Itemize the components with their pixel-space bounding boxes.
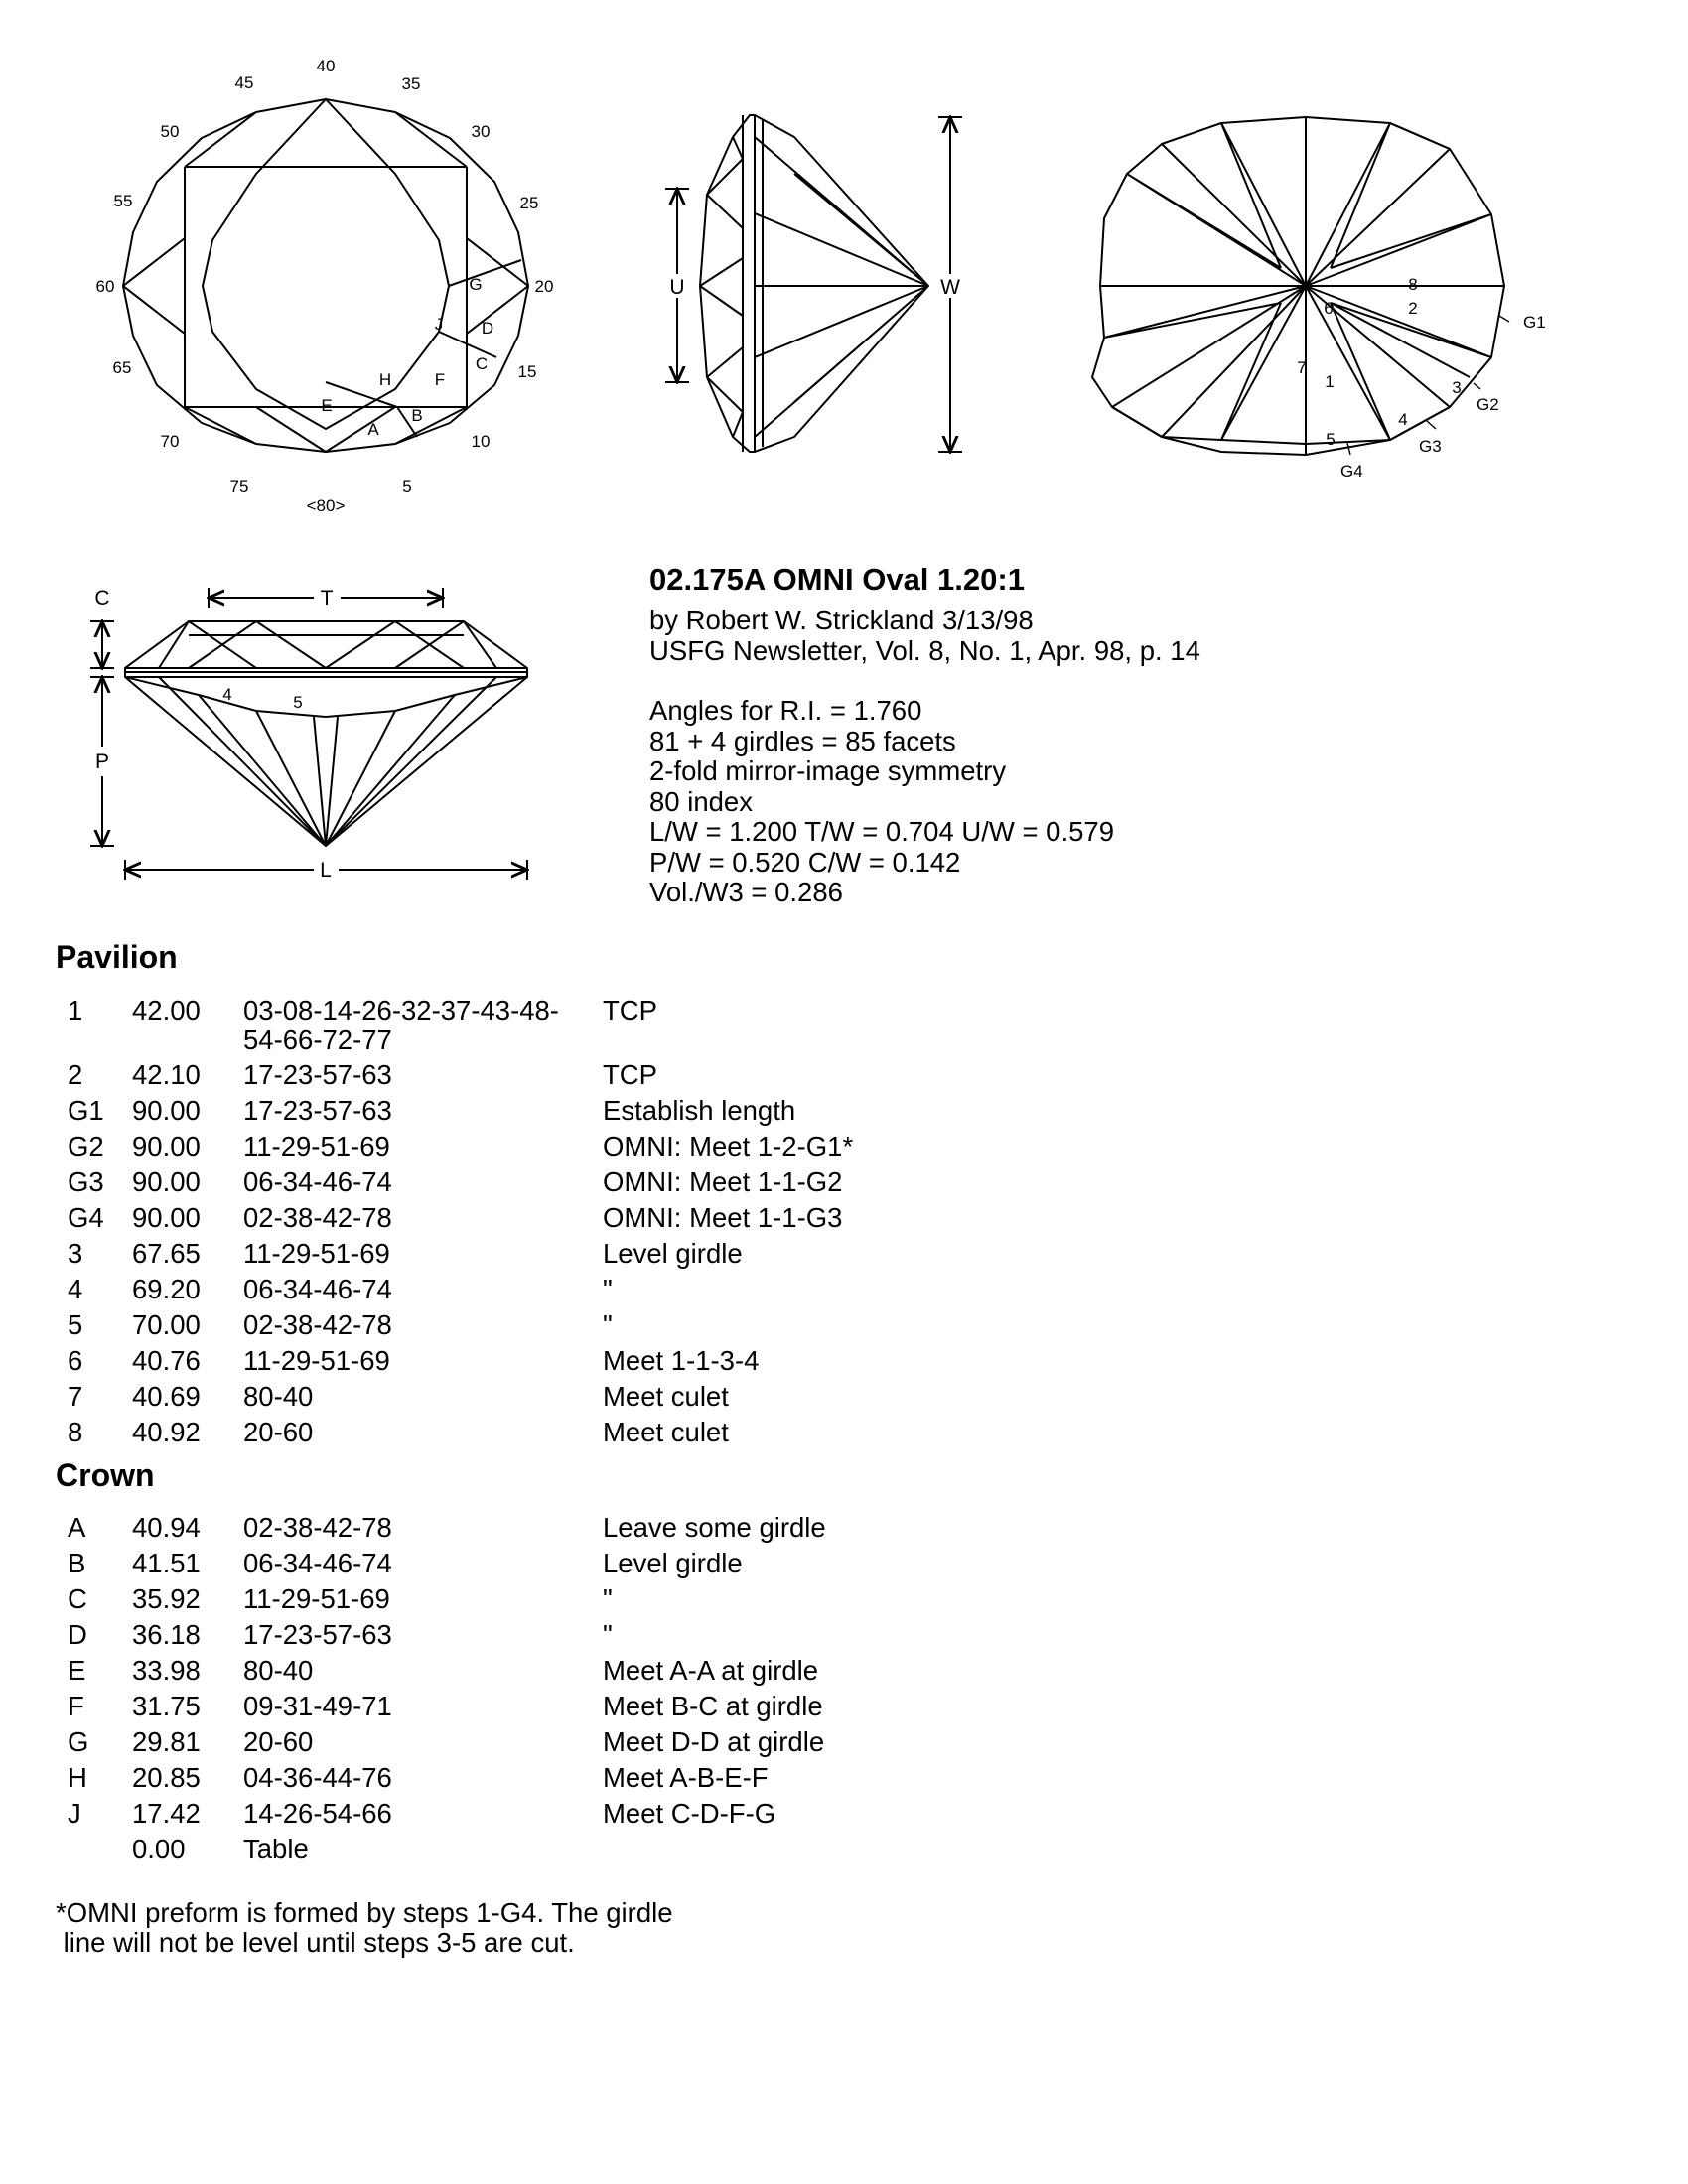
- index-cell: 02-38-42-78: [243, 1309, 392, 1340]
- angle-cell: 41.51: [132, 1548, 201, 1578]
- pavilion-view: [1092, 117, 1509, 455]
- facet-label: 1: [1325, 372, 1335, 391]
- note-cell: ": [603, 1274, 613, 1304]
- footnote-line: *OMNI preform is formed by steps 1-G4. The girdle: [56, 1897, 673, 1928]
- pavilion-table: [0, 996, 1489, 1453]
- angle-cell: 35.92: [132, 1583, 201, 1614]
- index-label: 60: [95, 277, 115, 296]
- facet-cell: H: [68, 1762, 87, 1793]
- angle-cell: 69.20: [132, 1274, 201, 1304]
- dimension-l-label: L: [320, 859, 332, 882]
- index-label: 20: [534, 277, 554, 296]
- spec-line: Vol./W3 = 0.286: [649, 877, 843, 907]
- index-label: 65: [112, 358, 132, 377]
- angle-cell: 17.42: [132, 1798, 201, 1829]
- table-row: [0, 1275, 1489, 1310]
- note-cell: ": [603, 1619, 613, 1650]
- index-cell: 04-36-44-76: [243, 1762, 392, 1793]
- spec-line: 81 + 4 girdles = 85 facets: [649, 725, 956, 756]
- facet-cell: E: [68, 1655, 86, 1686]
- index-cell: 06-34-46-74: [243, 1166, 392, 1197]
- angle-cell: 67.65: [132, 1238, 201, 1269]
- profile-girdle-lines: [125, 668, 527, 677]
- table-row: [0, 1727, 1489, 1763]
- table-row: [0, 1620, 1489, 1656]
- facet-label: 2: [1408, 299, 1418, 318]
- facet-label: 8: [1408, 275, 1418, 294]
- facet-label: 4: [1398, 410, 1408, 429]
- girdle-label: G3: [1419, 437, 1442, 456]
- angle-cell: 36.18: [132, 1619, 201, 1650]
- footnote-line: line will not be level until steps 3-5 are cut.: [56, 1927, 575, 1958]
- angle-cell: 40.94: [132, 1512, 201, 1543]
- angle-cell: 40.76: [132, 1345, 201, 1376]
- table-row: [0, 1239, 1489, 1275]
- table-row: [0, 1310, 1489, 1346]
- facet-cell: G2: [68, 1131, 104, 1161]
- angle-cell: 42.00: [132, 995, 201, 1025]
- side-outline: [700, 115, 928, 452]
- index-label: 30: [471, 122, 491, 141]
- index-cell-continued: 54-66-72-77: [243, 1024, 392, 1055]
- note-cell: TCP: [603, 995, 657, 1025]
- index-cell: 14-26-54-66: [243, 1798, 392, 1829]
- note-cell: Meet A-A at girdle: [603, 1655, 819, 1686]
- note-cell: ": [603, 1583, 613, 1614]
- dimension-t-label: T: [320, 587, 334, 610]
- note-cell: Meet A-B-E-F: [603, 1762, 769, 1793]
- side-view: [665, 115, 962, 452]
- facet-label: A: [367, 420, 379, 439]
- table-row: [0, 1549, 1489, 1584]
- crown-index-labels: [96, 57, 554, 515]
- index-label: <80>: [306, 496, 346, 515]
- angle-cell: 40.92: [132, 1417, 201, 1447]
- facet-cell: 3: [68, 1238, 83, 1269]
- design-title: 02.175A OMNI Oval 1.20:1: [649, 562, 1025, 597]
- index-cell: Table: [243, 1834, 309, 1864]
- index-cell: 17-23-57-63: [243, 1095, 392, 1126]
- spec-line: L/W = 1.200 T/W = 0.704 U/W = 0.579: [649, 816, 1114, 847]
- facet-cell: G: [68, 1726, 89, 1757]
- table-row: [0, 1132, 1489, 1167]
- facet-label: 5: [293, 693, 303, 712]
- index-label: 25: [519, 194, 539, 212]
- facet-cell: 4: [68, 1274, 83, 1304]
- index-label: 55: [113, 192, 133, 210]
- table-row: [0, 1584, 1489, 1620]
- index-label: 15: [517, 362, 537, 381]
- angle-cell: 20.85: [132, 1762, 201, 1793]
- index-cell: 03-08-14-26-32-37-43-48-: [243, 995, 559, 1025]
- spec-line: 2-fold mirror-image symmetry: [649, 755, 1007, 786]
- spec-line: Angles for R.I. = 1.760: [649, 695, 922, 726]
- note-cell: OMNI: Meet 1-1-G2: [603, 1166, 843, 1197]
- dimension-c-label: C: [94, 587, 110, 610]
- note-cell: Meet 1-1-3-4: [603, 1345, 760, 1376]
- angle-cell: 40.69: [132, 1381, 201, 1412]
- source-line: USFG Newsletter, Vol. 8, No. 1, Apr. 98, p. 14: [649, 634, 1200, 666]
- girdle-label: G2: [1477, 395, 1499, 414]
- note-cell: Meet B-C at girdle: [603, 1691, 823, 1721]
- facet-label: H: [378, 370, 392, 389]
- facet-cell: 6: [68, 1345, 83, 1376]
- facet-label: 6: [1324, 299, 1334, 318]
- profile-crown-lines: [159, 621, 496, 668]
- facet-cell: 1: [68, 995, 83, 1025]
- pavilion-inner-outline: [1112, 123, 1450, 444]
- facet-label: 4: [222, 685, 232, 704]
- note-cell: TCP: [603, 1059, 657, 1090]
- note-cell: OMNI: Meet 1-2-G1*: [603, 1131, 854, 1161]
- facet-cell: 7: [68, 1381, 83, 1412]
- facet-cell: 2: [68, 1059, 83, 1090]
- angle-cell: 90.00: [132, 1166, 201, 1197]
- profile-outline: [125, 621, 527, 846]
- angle-cell: 70.00: [132, 1309, 201, 1340]
- angle-cell: 42.10: [132, 1059, 201, 1090]
- author-line: by Robert W. Strickland 3/13/98: [649, 605, 1034, 635]
- table-row: [0, 1835, 1489, 1870]
- facet-label: 5: [1326, 430, 1336, 449]
- crown-table-edge: [203, 99, 449, 429]
- index-label: 45: [234, 73, 254, 92]
- index-cell: 20-60: [243, 1417, 314, 1447]
- table-row: [0, 1656, 1489, 1692]
- crown-facet-labels: [321, 275, 493, 439]
- angle-cell: 90.00: [132, 1131, 201, 1161]
- facet-label: J: [434, 315, 444, 334]
- index-cell: 80-40: [243, 1655, 314, 1686]
- facet-label: 3: [1452, 378, 1462, 397]
- spec-line: P/W = 0.520 C/W = 0.142: [649, 846, 961, 878]
- girdle-label: G1: [1523, 313, 1546, 332]
- index-cell: 11-29-51-69: [243, 1131, 390, 1161]
- angle-cell: 0.00: [132, 1834, 186, 1864]
- table-row: [0, 1382, 1489, 1418]
- note-cell: Meet culet: [603, 1381, 729, 1412]
- index-cell: 02-38-42-78: [243, 1512, 392, 1543]
- footnote: [56, 1898, 673, 1958]
- table-row: [0, 1060, 1489, 1096]
- facet-label: 7: [1297, 358, 1307, 377]
- facet-label: B: [411, 406, 423, 425]
- index-cell: 09-31-49-71: [243, 1691, 392, 1721]
- table-row: [0, 1418, 1489, 1453]
- table-row: [0, 1799, 1489, 1835]
- crown-heading: Crown: [56, 1457, 155, 1493]
- table-row: [0, 1096, 1489, 1132]
- facet-cell: G3: [68, 1166, 104, 1197]
- girdle-label: G4: [1340, 462, 1363, 480]
- crown-table: [0, 1513, 1489, 1870]
- facet-cell: A: [68, 1512, 86, 1543]
- index-label: 75: [229, 478, 249, 496]
- pavilion-facet-lines: [1100, 117, 1504, 455]
- facet-cell: G4: [68, 1202, 104, 1233]
- note-cell: Meet D-D at girdle: [603, 1726, 825, 1757]
- facet-label: F: [434, 370, 446, 389]
- note-cell: OMNI: Meet 1-1-G3: [603, 1202, 843, 1233]
- index-cell: 80-40: [243, 1381, 314, 1412]
- facet-cell: 5: [68, 1309, 83, 1340]
- index-label: 50: [160, 122, 180, 141]
- angle-cell: 33.98: [132, 1655, 201, 1686]
- index-label: 70: [160, 432, 180, 451]
- facet-cell: J: [68, 1798, 81, 1829]
- index-cell: 11-29-51-69: [243, 1583, 390, 1614]
- note-cell: Meet culet: [603, 1417, 729, 1447]
- angle-cell: 90.00: [132, 1202, 201, 1233]
- spec-line: 80 index: [649, 785, 753, 817]
- design-info: [649, 562, 1200, 908]
- angle-cell: 29.81: [132, 1726, 201, 1757]
- index-cell: 17-23-57-63: [243, 1619, 392, 1650]
- angle-cell: 31.75: [132, 1691, 201, 1721]
- table-row: [0, 1167, 1489, 1203]
- facet-cell: B: [68, 1548, 86, 1578]
- index-label: 10: [471, 432, 491, 451]
- pavilion-heading: Pavilion: [56, 939, 178, 975]
- facet-cell: C: [68, 1583, 87, 1614]
- facet-cell: D: [68, 1619, 87, 1650]
- index-label: 5: [402, 478, 412, 496]
- dimension-w-label: W: [940, 276, 960, 299]
- note-cell: ": [603, 1309, 613, 1340]
- note-cell: Level girdle: [603, 1238, 743, 1269]
- index-label: 40: [316, 57, 336, 75]
- note-cell: Level girdle: [603, 1548, 743, 1578]
- angle-cell: 90.00: [132, 1095, 201, 1126]
- facet-label: D: [481, 319, 494, 338]
- facet-label: C: [475, 354, 489, 373]
- table-row: [0, 996, 1489, 1060]
- profile-view: [90, 587, 527, 882]
- facet-cell: F: [68, 1691, 84, 1721]
- note-cell: Meet C-D-F-G: [603, 1798, 776, 1829]
- table-row: [0, 1763, 1489, 1799]
- index-cell: 20-60: [243, 1726, 314, 1757]
- note-cell: Establish length: [603, 1095, 796, 1126]
- profile-pavilion-lines: [125, 677, 527, 846]
- index-label: 35: [401, 74, 421, 93]
- dimension-u-label: U: [669, 276, 685, 299]
- note-cell: Leave some girdle: [603, 1512, 826, 1543]
- table-row: [0, 1346, 1489, 1382]
- facet-label: E: [321, 396, 333, 415]
- table-row: [0, 1692, 1489, 1727]
- side-facet-lines: [700, 115, 928, 452]
- spacer: [649, 666, 1200, 696]
- table-row: [0, 1513, 1489, 1549]
- facet-cell: G1: [68, 1095, 104, 1126]
- table-row: [0, 1203, 1489, 1239]
- index-cell: 06-34-46-74: [243, 1548, 392, 1578]
- index-cell: 11-29-51-69: [243, 1238, 390, 1269]
- index-cell: 06-34-46-74: [243, 1274, 392, 1304]
- index-cell: 17-23-57-63: [243, 1059, 392, 1090]
- facet-cell: 8: [68, 1417, 83, 1447]
- index-cell: 11-29-51-69: [243, 1345, 390, 1376]
- index-cell: 02-38-42-78: [243, 1202, 392, 1233]
- dimension-p-label: P: [94, 751, 110, 773]
- facet-label: G: [469, 275, 483, 294]
